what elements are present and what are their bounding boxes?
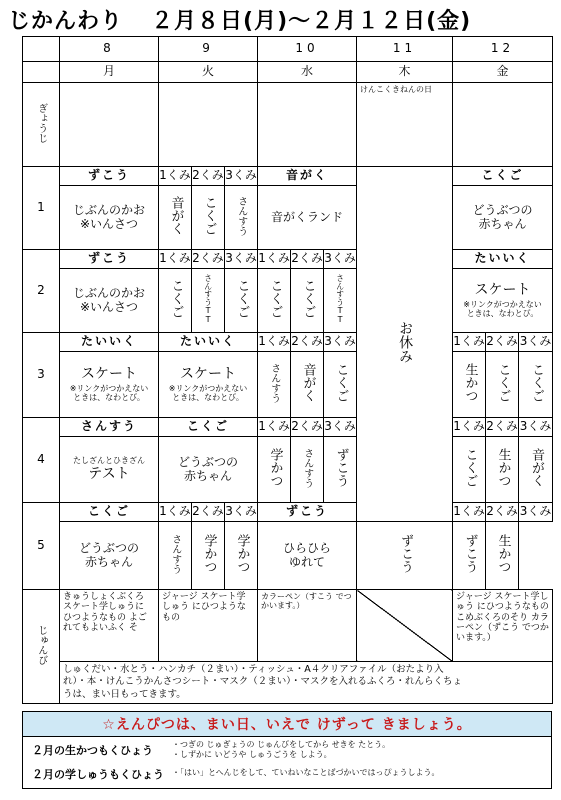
lesson-text: さんすう <box>268 362 280 403</box>
lesson-text: 生かつ <box>462 363 478 403</box>
class-lesson-cell <box>192 269 225 333</box>
class-label: 3くみ <box>519 503 553 522</box>
lesson-text: どうぶつの <box>178 454 239 469</box>
lesson-text: こくご <box>201 196 217 236</box>
lesson-note: ※リンクがつかえない <box>168 383 248 393</box>
period-3-header-row <box>23 333 553 352</box>
title-dates: ２月８日(月)～２月１２日(金) <box>151 9 472 34</box>
class-lesson-cell <box>159 522 192 590</box>
class-label: 3くみ <box>519 333 553 352</box>
lesson-text: ゆれて <box>289 554 326 569</box>
lesson-text: 赤ちゃん <box>478 216 527 231</box>
subject-header: たいいく <box>453 250 553 269</box>
junbi-cell-thu <box>357 590 453 662</box>
class-lesson-cell <box>225 186 258 250</box>
lesson-text: 音がく <box>300 363 316 403</box>
page-title <box>8 4 471 35</box>
class-label: 3くみ <box>324 250 357 269</box>
pencil-banner: ☆えんぴつは、まい日、いえで けずって きましょう。 <box>102 717 472 733</box>
period-3-body-row <box>23 352 553 418</box>
subject-header: たいいく <box>159 333 258 352</box>
title-prefix: じかんわり <box>8 9 124 34</box>
class-lesson-cell <box>519 437 553 503</box>
lesson-note: ※リンクがつかえない <box>69 383 149 393</box>
class-lesson-cell <box>324 269 357 333</box>
day-name: 木 <box>357 62 453 83</box>
lesson-text: こくご <box>168 279 184 319</box>
day-name: 水 <box>258 62 357 83</box>
junbi-common-line: うは、まい日もってきます。 <box>63 688 186 700</box>
subject-header: こくご <box>453 167 553 186</box>
day-number: 10 <box>258 37 357 62</box>
lesson-cell <box>258 522 357 590</box>
lesson-text: さんすう <box>235 195 247 236</box>
class-label: 1くみ <box>453 503 486 522</box>
class-label: 3くみ <box>225 250 258 269</box>
day-name: 月 <box>60 62 159 83</box>
day-name: 金 <box>453 62 553 83</box>
lesson-text: こくご <box>267 279 283 319</box>
event-cell <box>159 83 258 167</box>
lesson-text: じぶんのかお <box>72 285 145 300</box>
lesson-text: 学かつ <box>201 534 217 574</box>
lesson-note: ときは、なわとび。 <box>73 393 145 403</box>
junbi-cell: きゅうしょくぶくろ スケート学しゅうに ひつようなもの よごれてもよいふく そ <box>60 590 159 662</box>
lesson-text: どうぶつの <box>78 540 139 555</box>
class-lesson-cell <box>159 269 192 333</box>
junbi-common-line: れ）・本・けんこうかんさつシート・マスク（２まい）・マスクを入れるふくろ・れんらくちょ <box>63 676 463 688</box>
class-label: 2くみ <box>291 250 324 269</box>
event-cell <box>453 83 553 167</box>
timetable <box>22 36 553 704</box>
lesson-text: さんすう <box>301 447 313 488</box>
class-label: 3くみ <box>519 418 553 437</box>
class-label: 1くみ <box>258 418 291 437</box>
class-label: 2くみ <box>486 503 519 522</box>
junbi-cell: カラーペン（すこう でつかいます。） <box>258 590 357 662</box>
lesson-text: 生かつ <box>495 448 511 488</box>
day-number: 9 <box>159 37 258 62</box>
event-cell-thu: けんこくきねんの日 <box>357 83 453 167</box>
period-2-header-row <box>23 250 553 269</box>
class-lesson-cell <box>192 522 225 590</box>
class-lesson-cell <box>258 269 291 333</box>
class-label: 2くみ <box>192 250 225 269</box>
event-cell <box>258 83 357 167</box>
subject-header: たいいく <box>60 333 159 352</box>
lesson-note: ときは、なわとび。 <box>172 393 244 403</box>
lesson-text: テスト <box>88 465 130 482</box>
lesson-text: 音がく <box>529 448 544 488</box>
subject-header: さんすう <box>60 418 159 437</box>
lesson-text: こくご <box>333 363 349 403</box>
lesson-text: スケート <box>180 366 237 383</box>
class-label: 1くみ <box>159 250 192 269</box>
period-number: 3 <box>23 333 60 418</box>
class-lesson-cell <box>324 437 357 503</box>
lesson-text: 音がく <box>168 196 184 236</box>
lesson-text: 生かつ <box>495 534 511 574</box>
junbi-common-line: しゅくだい・水とう・ハンカチ（２まい）・ティッシュ・A４クリアファイル（おたより入 <box>63 664 444 675</box>
gyouji-row <box>23 83 553 167</box>
class-lesson-cell <box>192 186 225 250</box>
subject-header: ずこう <box>258 503 357 522</box>
period-4-body-row <box>23 437 553 503</box>
junbi-row <box>23 590 553 662</box>
subject-header: 音がく <box>258 167 357 186</box>
lesson-note: ※いんさつ <box>79 299 139 314</box>
class-label: 1くみ <box>453 333 486 352</box>
junbi-label: じゅんび <box>35 624 47 665</box>
lesson-cell <box>60 186 159 250</box>
lesson-cell <box>60 437 159 503</box>
lesson-text: 学かつ <box>234 534 250 574</box>
lesson-cell: 音がくランド <box>258 186 357 250</box>
day-number: 12 <box>453 37 553 62</box>
lesson-note: たしざんとひきざん <box>73 455 145 465</box>
lesson-cell <box>453 269 553 333</box>
day-number: 11 <box>357 37 453 62</box>
class-lesson-cell <box>225 522 258 590</box>
class-lesson-cell <box>324 352 357 418</box>
lesson-text: ずこう <box>462 534 478 574</box>
class-lesson-cell <box>453 522 486 590</box>
day-number: 8 <box>60 37 159 62</box>
lesson-text: こくご <box>300 279 316 319</box>
class-label: 3くみ <box>225 167 258 186</box>
corner-cell <box>23 37 60 62</box>
class-lesson-cell <box>519 352 553 418</box>
lesson-text: こくご <box>529 363 544 403</box>
lesson-text: ずこう <box>398 534 413 574</box>
life-goal-label: ２月の生かつもくひょう <box>32 744 153 757</box>
class-label: 2くみ <box>291 333 324 352</box>
junbi-cell: ジャージ スケート学しゅう にひつようなもの こめぶくろのそり カラーペン（ずこう でつかいます。） <box>453 590 553 662</box>
subject-header: ずこう <box>60 167 159 186</box>
day-name: 火 <box>159 62 258 83</box>
class-label: 2くみ <box>291 418 324 437</box>
period-number: 4 <box>23 418 60 503</box>
class-lesson-cell <box>453 352 486 418</box>
junbi-label-cell <box>23 590 60 704</box>
lesson-cell <box>60 269 159 333</box>
junbi-cell: ジャージ スケート学しゅう にひつようなもの <box>159 590 258 662</box>
lesson-text: じぶんのかお <box>72 202 145 217</box>
class-lesson-cell <box>159 186 192 250</box>
goal-line: ・つぎの じゅぎょうの じゅんびをしてから せきを たとう。 <box>172 740 391 749</box>
gyouji-label-cell <box>23 83 60 167</box>
class-label: 2くみ <box>486 333 519 352</box>
lesson-text: 赤ちゃん <box>184 468 233 483</box>
holiday-label: お休み <box>397 321 414 364</box>
lesson-note: ※リンクがつかえない <box>463 299 542 309</box>
class-lesson-cell <box>291 352 324 418</box>
lesson-note: ときは、なわとび。 <box>466 309 539 319</box>
goal-line: ・しずかに いどうや しゅうごうを しよう。 <box>172 750 332 760</box>
class-label: 1くみ <box>258 333 291 352</box>
lesson-text: 赤ちゃん <box>84 554 133 569</box>
class-label: 1くみ <box>159 503 192 522</box>
class-label: 1くみ <box>159 167 192 186</box>
life-goal-text <box>172 740 390 761</box>
period-1-body-row <box>23 186 553 250</box>
lesson-cell <box>60 522 159 590</box>
holiday-cell <box>357 167 453 522</box>
class-lesson-cell <box>225 269 258 333</box>
class-label: 3くみ <box>225 503 258 522</box>
period-number: 5 <box>23 503 60 590</box>
event-cell <box>60 83 159 167</box>
study-goal-text: ・「はい」とへんじをして、ていねいなことばづかいではっぴょうしよう。 <box>172 768 440 777</box>
day-number-row <box>23 37 553 62</box>
lesson-text: こくご <box>462 448 478 488</box>
period-number: 2 <box>23 250 60 333</box>
class-label: 3くみ <box>324 333 357 352</box>
gyouji-label: ぎょうじ <box>35 102 47 143</box>
lesson-text: こくご <box>234 279 250 319</box>
lesson-text: さんすうTT <box>335 273 345 324</box>
lesson-note: ※いんさつ <box>79 216 139 231</box>
lesson-text: こくご <box>495 363 511 403</box>
class-label: 2くみ <box>192 503 225 522</box>
lesson-text: さんすう <box>169 533 181 574</box>
class-label: 2くみ <box>486 418 519 437</box>
subject-header: こくご <box>159 418 258 437</box>
day-name-row <box>23 62 553 83</box>
period-1-header-row <box>23 167 553 186</box>
class-lesson-cell <box>486 437 519 503</box>
class-lesson-cell <box>486 522 519 590</box>
lesson-text: ひらひら <box>283 540 332 555</box>
lesson-text: さんすうTT <box>203 273 213 324</box>
subject-header: ずこう <box>60 250 159 269</box>
class-label: 2くみ <box>192 167 225 186</box>
lesson-cell <box>159 352 258 418</box>
study-goal-label: ２月の学しゅうもくひょう <box>32 768 164 781</box>
class-lesson-cell <box>258 437 291 503</box>
class-label: 1くみ <box>453 418 486 437</box>
class-lesson-cell <box>453 437 486 503</box>
period-number: 1 <box>23 167 60 250</box>
class-lesson-cell <box>258 352 291 418</box>
lesson-text: 学かつ <box>267 448 283 488</box>
period-2-body-row <box>23 269 553 333</box>
class-lesson-cell <box>357 522 453 590</box>
junbi-common-cell <box>60 662 553 704</box>
class-label: 3くみ <box>324 418 357 437</box>
subject-header: こくご <box>60 503 159 522</box>
class-lesson-cell <box>486 352 519 418</box>
lesson-text: どうぶつの <box>472 202 533 217</box>
class-lesson-cell <box>291 269 324 333</box>
period-5-body-row <box>23 522 553 590</box>
lesson-cell <box>159 437 258 503</box>
class-label: 1くみ <box>258 250 291 269</box>
period-5-header-row <box>23 503 553 522</box>
lesson-text: スケート <box>474 282 531 299</box>
lesson-text: スケート <box>81 366 137 383</box>
lesson-cell <box>453 186 553 250</box>
period-4-header-row <box>23 418 553 437</box>
corner-cell <box>23 62 60 83</box>
class-lesson-cell <box>291 437 324 503</box>
junbi-common-row <box>23 662 553 704</box>
lesson-cell <box>60 352 159 418</box>
lesson-text: ずこう <box>333 448 349 488</box>
